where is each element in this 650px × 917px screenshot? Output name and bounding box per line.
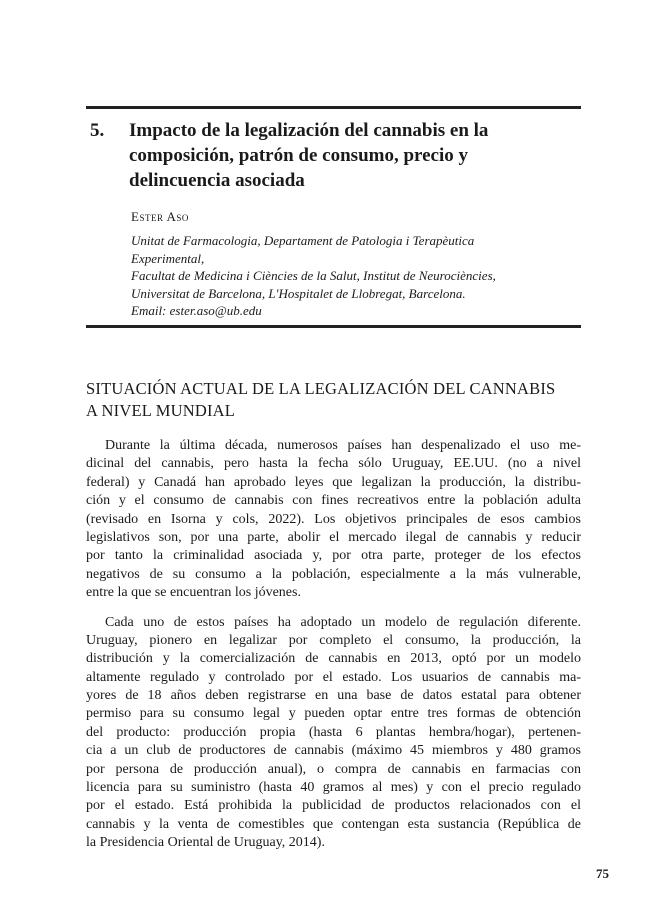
header-top-rule <box>86 106 581 109</box>
author-affiliation <box>131 232 581 320</box>
text-line: entre la que se encuentran los jóvenes. <box>86 585 301 601</box>
text-line: dicinal del cannabis, pero hasta la fecha sólo Uruguay, EE.UU. (no a nivel <box>86 456 581 472</box>
header-bottom-rule <box>86 325 581 328</box>
text-line: cia a un club de productores de cannabis (máximo 45 miembros y 480 gramos <box>86 743 581 759</box>
affiliation-line: Universitat de Barcelona, L'Hospitalet de Llobregat, Barcelona. <box>131 285 466 301</box>
section-heading-line: A NIVEL MUNDIAL <box>86 401 236 420</box>
author-name: Ester Aso <box>131 209 189 224</box>
page-number: 75 <box>596 866 609 881</box>
affiliation-line: Experimental, <box>131 250 205 266</box>
text-line: licencia para su suministro (hasta 40 gramos al mes) y con el precio regulado <box>86 780 581 796</box>
text-line: por el estado. Está prohibida la publicidad de productos relacionados con el <box>86 798 581 814</box>
chapter-title-line: Impacto de la legalización del cannabis en la <box>129 120 489 141</box>
affiliation-line: Unitat de Farmacologia, Departament de Patologia i Terapèutica <box>131 233 475 248</box>
chapter-title-line: composición, patrón de consumo, precio y <box>129 145 469 166</box>
text-line: (revisado en Isorna y cols, 2022). Los objetivos principales de esos cambios <box>86 511 581 527</box>
chapter-number: 5. <box>90 120 105 141</box>
affiliation-line: Facultat de Medicina i Ciències de la Salut, Institut de Neurociències, <box>131 268 496 283</box>
section-heading-line: SITUACIÓN ACTUAL DE LA LEGALIZACIÓN DEL CANNABIS <box>86 379 556 398</box>
chapter-title <box>129 118 579 193</box>
text-line: permiso para su consumo legal y pueden optar entre tres formas de obtención <box>86 706 581 722</box>
text-line: ción y el consumo de cannabis con fines recreativos entre la población adulta <box>86 493 581 509</box>
text-line: federal) y Canadá han aprobado leyes que legalizan la producción, la distribu- <box>86 474 581 490</box>
text-line: por tanto la criminalidad asociada y, por otra parte, proteger de los efectos <box>86 548 581 564</box>
text-line: Durante la última década, numerosos países han despenalizado el uso me- <box>105 438 581 453</box>
text-line: distribución y la comercialización de cannabis en 2013, optó por un modelo <box>86 651 581 667</box>
text-line: del producto: producción propia (hasta 6 plantas hembra/hogar), pertenen- <box>86 724 581 740</box>
text-line: yores de 18 años deben registrarse en una base de datos estatal para obtener <box>86 688 581 704</box>
paragraph-1 <box>86 437 581 603</box>
body-text <box>86 437 581 864</box>
chapter-title-line: delincuencia asociada <box>129 170 305 191</box>
text-line: Uruguay, pionero en legalizar por completo el consumo, la producción, la <box>86 632 581 648</box>
paragraph-2 <box>86 614 581 853</box>
text-line: negativos de su consumo a la población, especialmente a la más vulnerable, <box>86 566 581 582</box>
text-line: cannabis y la venta de comestibles que contengan esta sustancia (República de <box>86 816 581 832</box>
affiliation-email: Email: ester.aso@ub.edu <box>131 303 262 318</box>
text-line: Cada uno de estos países ha adoptado un modelo de regulación diferente. <box>105 614 581 630</box>
section-heading <box>86 378 586 422</box>
text-line: legislativos son, por una parte, abolir el mercado ilegal de cannabis y reducir <box>86 529 581 545</box>
text-line: por persona de producción anual), o compra de cannabis en farmacias con <box>86 761 581 777</box>
text-line: la Presidencia Oriental de Uruguay, 2014). <box>86 835 325 851</box>
text-line: altamente regulado y controlado por el estado. Los usuarios de cannabis ma- <box>86 669 581 685</box>
